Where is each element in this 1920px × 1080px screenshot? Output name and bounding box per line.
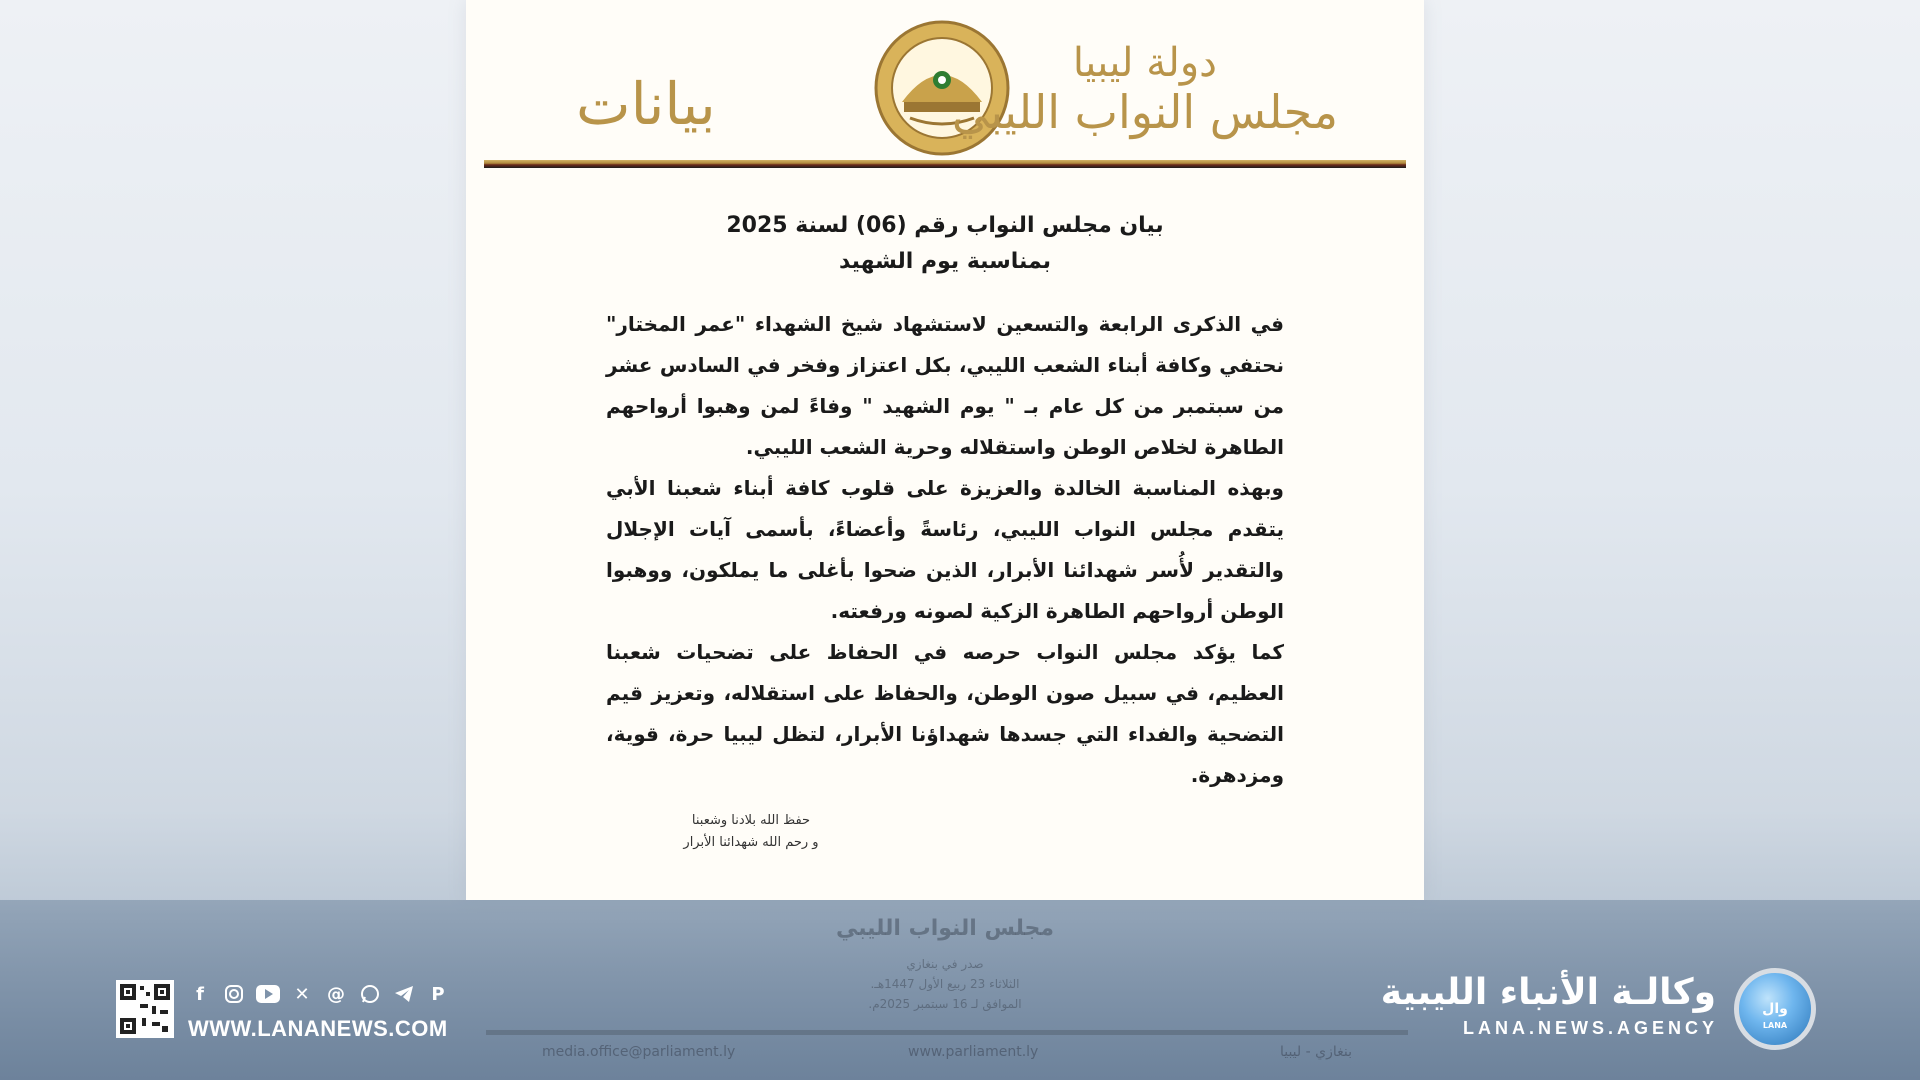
- agency-logo-icon: [1734, 968, 1816, 1050]
- agency-name-ar: وكالـة الأنباء الليبية: [1380, 972, 1716, 1013]
- logo-text: وال: [1762, 1001, 1788, 1017]
- title-line-2: بمناسبة يوم الشهيد: [838, 249, 1052, 274]
- closing-prayer: [466, 810, 1036, 854]
- state-name: دولة ليبيا: [1072, 40, 1217, 86]
- footer-website[interactable]: www.parliament.ly: [908, 1044, 1039, 1060]
- org-title-block: [952, 40, 1338, 139]
- footer-city: بنغازي - ليبيا: [1279, 1044, 1352, 1060]
- org-name: مجلس النواب الليبي: [951, 85, 1338, 139]
- title-line-1: بيان مجلس النواب رقم (06) لسنة 2025: [726, 213, 1164, 238]
- hijri-date: الثلاثاء 23 ربيع الأول 1447هـ.: [870, 977, 1020, 991]
- telegram-icon[interactable]: [392, 982, 416, 1006]
- gregorian-date: الموافق لـ 16 سبتمبر 2025م.: [868, 997, 1022, 1011]
- statements-label: بيانات: [576, 70, 716, 138]
- social-icons: [188, 982, 450, 1006]
- social-block: [116, 980, 476, 1040]
- agency-branding: [1380, 968, 1816, 1048]
- whatsapp-icon[interactable]: [358, 982, 382, 1006]
- footer-org: مجلس النواب الليبي: [835, 916, 1055, 941]
- statement-document: [466, 0, 1424, 900]
- statement-body: [606, 304, 1284, 796]
- agency-name-en: LANA.NEWS.AGENCY: [1462, 1018, 1718, 1038]
- issued-place: صدر في بنغازي: [906, 957, 984, 971]
- logo-tag: LANA: [1762, 1021, 1788, 1030]
- paragraph: كما يؤكد مجلس النواب حرصه في الحفاظ على تضحيات شعبنا العظيم، في سبيل صون الوطن، والحفاظ على استقلاله، وتعزيز قيم التضحية والفداء التي جسدها شهداؤنا الأبرار، لتظل ليبيا حرة، قوية، ومزدهرة.: [606, 640, 1284, 787]
- footer-email[interactable]: media.office@parliament.ly: [542, 1044, 736, 1060]
- paragraph: وبهذه المناسبة الخالدة والعزيزة على قلوب كافة أبناء شعبنا الأبي يتقدم مجلس النواب الليبي، رئاسةً وأعضاءً، بأسمى آيات الإجلال والتقدير لأُسر شهدائنا الأبرار، الذين ضحوا بأغلى ما يملكون، ووهبوا الوطن أرواحهم الطاهرة الزكية لصونه ورفعته.: [606, 476, 1284, 623]
- youtube-icon[interactable]: [256, 982, 280, 1006]
- footer-issue-info: [466, 954, 1424, 1014]
- threads-icon[interactable]: @: [327, 983, 345, 1005]
- pinterest-icon[interactable]: P: [431, 983, 445, 1005]
- footer-contacts: [486, 1044, 1408, 1064]
- header-divider: [484, 160, 1406, 168]
- statement-title: [466, 208, 1424, 280]
- instagram-icon[interactable]: [222, 982, 246, 1006]
- qr-code-icon[interactable]: [116, 980, 174, 1038]
- paragraph: في الذكرى الرابعة والتسعين لاستشهاد شيخ الشهداء "عمر المختار" نحتفي وكافة أبناء الشعب الليبي، بكل اعتزاز وفخر في السادس عشر من سبتمبر من كل عام بـ " يوم الشهيد " وفاءً لمن وهبوا أرواحهم الطاهرة لخلاص الوطن واستقلاله وحرية الشعب الليبي.: [606, 312, 1284, 459]
- facebook-icon[interactable]: f: [196, 983, 204, 1005]
- footer-divider: [486, 1030, 1408, 1035]
- website-url[interactable]: WWW.LANANEWS.COM: [188, 1016, 448, 1041]
- x-icon[interactable]: ✕: [294, 983, 310, 1005]
- closing-line-2: و رحم الله شهدائنا الأبرار: [683, 835, 819, 850]
- closing-line-1: حفظ الله بلادنا وشعبنا: [691, 813, 811, 828]
